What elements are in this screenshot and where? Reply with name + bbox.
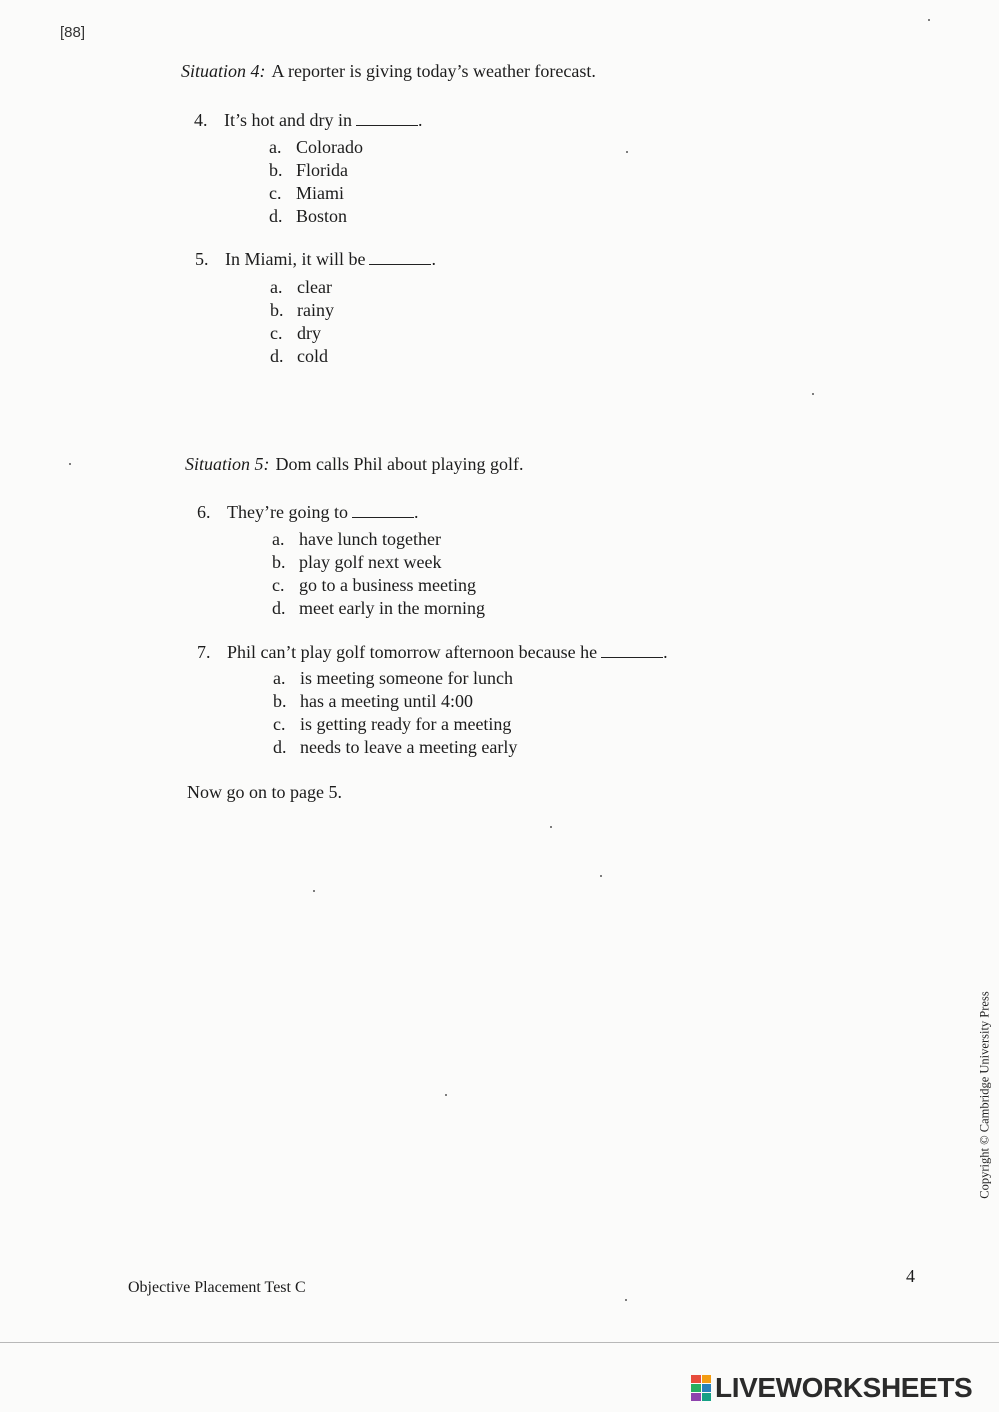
page-number: 4	[906, 1266, 915, 1286]
option-letter: c.	[270, 323, 283, 343]
situation-4	[181, 61, 596, 82]
option-d	[270, 345, 334, 368]
logo-square	[691, 1384, 701, 1392]
q7-options	[273, 667, 517, 759]
answer-blank	[369, 263, 431, 265]
answer-blank	[601, 656, 663, 658]
answer-blank	[356, 124, 418, 126]
option-text: rainy	[297, 300, 334, 320]
q4-options	[269, 136, 363, 228]
logo-square	[702, 1393, 712, 1401]
option-text: is meeting someone for lunch	[300, 668, 513, 688]
option-d	[269, 205, 363, 228]
logo-square	[691, 1375, 701, 1383]
option-letter: b.	[269, 160, 283, 180]
option-a	[269, 136, 363, 159]
option-text: have lunch together	[299, 529, 441, 549]
option-letter: c.	[273, 714, 286, 734]
answer-blank	[352, 516, 414, 518]
option-letter: c.	[272, 575, 285, 595]
question-text: It’s hot and dry in	[224, 110, 352, 130]
option-text: Miami	[296, 183, 344, 203]
option-b	[273, 690, 517, 713]
scan-speck	[313, 890, 315, 892]
option-letter: c.	[269, 183, 282, 203]
question-period: .	[413, 502, 419, 522]
page-edge-line	[0, 1342, 999, 1343]
option-letter: b.	[273, 691, 287, 711]
scan-speck	[812, 393, 814, 395]
question-text: They’re going to	[227, 502, 348, 522]
option-letter: a.	[269, 137, 282, 157]
scan-speck	[445, 1094, 447, 1096]
question-6	[197, 502, 418, 523]
copyright-notice: Copyright © Cambridge University Press	[977, 991, 992, 1199]
q5-options	[270, 276, 334, 368]
situation-text: A reporter is giving today’s weather forecast.	[271, 61, 596, 81]
situation-5	[185, 454, 523, 475]
option-letter: b.	[270, 300, 284, 320]
option-c	[272, 574, 485, 597]
scan-speck	[626, 151, 628, 153]
option-b	[272, 551, 485, 574]
option-letter: a.	[273, 668, 286, 688]
option-letter: d.	[273, 737, 287, 757]
question-period: .	[418, 110, 423, 130]
question-period: .	[431, 249, 436, 269]
option-text: has a meeting until 4:00	[300, 691, 473, 711]
logo-square	[702, 1375, 712, 1383]
option-text: play golf next week	[299, 552, 442, 572]
page-id: [88]	[60, 24, 86, 41]
option-c	[273, 713, 517, 736]
question-text: Phil can’t play golf tomorrow afternoon because he	[227, 642, 598, 662]
situation-label: Situation 5:	[185, 454, 270, 474]
option-text: meet early in the morning	[299, 598, 485, 618]
scan-speck	[625, 1299, 627, 1301]
option-d	[272, 597, 485, 620]
liveworksheets-logo-icon	[691, 1375, 711, 1401]
question-text: In Miami, it will be	[225, 249, 366, 269]
footer-title: Objective Placement Test C	[128, 1279, 306, 1296]
option-b	[270, 299, 334, 322]
option-text: needs to leave a meeting early	[300, 737, 518, 757]
logo-square	[702, 1384, 712, 1392]
liveworksheets-watermark[interactable]	[691, 1368, 972, 1408]
option-text: is getting ready for a meeting	[300, 714, 512, 734]
scan-speck	[600, 875, 602, 877]
watermark-text: LIVEWORKSHEETS	[715, 1372, 973, 1403]
option-d	[273, 736, 517, 759]
option-text: clear	[297, 277, 332, 297]
option-letter: a.	[272, 529, 285, 549]
option-a	[273, 667, 517, 690]
question-7	[197, 642, 668, 663]
situation-text: Dom calls Phil about playing golf.	[275, 454, 524, 474]
scan-speck	[69, 463, 71, 465]
option-b	[269, 159, 363, 182]
option-c	[269, 182, 363, 205]
option-c	[270, 322, 334, 345]
option-letter: b.	[272, 552, 286, 572]
question-period: .	[663, 642, 668, 662]
option-text: Colorado	[296, 137, 363, 157]
question-5	[195, 249, 436, 270]
scan-speck	[550, 826, 552, 828]
option-text: cold	[297, 346, 328, 366]
question-number: 5.	[195, 249, 209, 269]
option-a	[272, 528, 485, 551]
logo-square	[691, 1393, 701, 1401]
option-text: Boston	[296, 206, 348, 226]
option-text: dry	[297, 323, 321, 343]
option-letter: d.	[272, 598, 286, 618]
option-text: go to a business meeting	[299, 575, 476, 595]
option-letter: d.	[270, 346, 284, 366]
scan-speck	[928, 19, 930, 21]
go-on-instruction: Now go on to page 5.	[187, 782, 342, 802]
q6-options	[272, 528, 485, 620]
question-4	[194, 110, 423, 131]
question-number: 6.	[197, 502, 211, 522]
option-letter: d.	[269, 206, 283, 226]
situation-label: Situation 4:	[181, 61, 266, 81]
question-number: 4.	[194, 110, 208, 130]
question-number: 7.	[197, 642, 211, 662]
option-letter: a.	[270, 277, 283, 297]
option-a	[270, 276, 334, 299]
option-text: Florida	[296, 160, 348, 180]
